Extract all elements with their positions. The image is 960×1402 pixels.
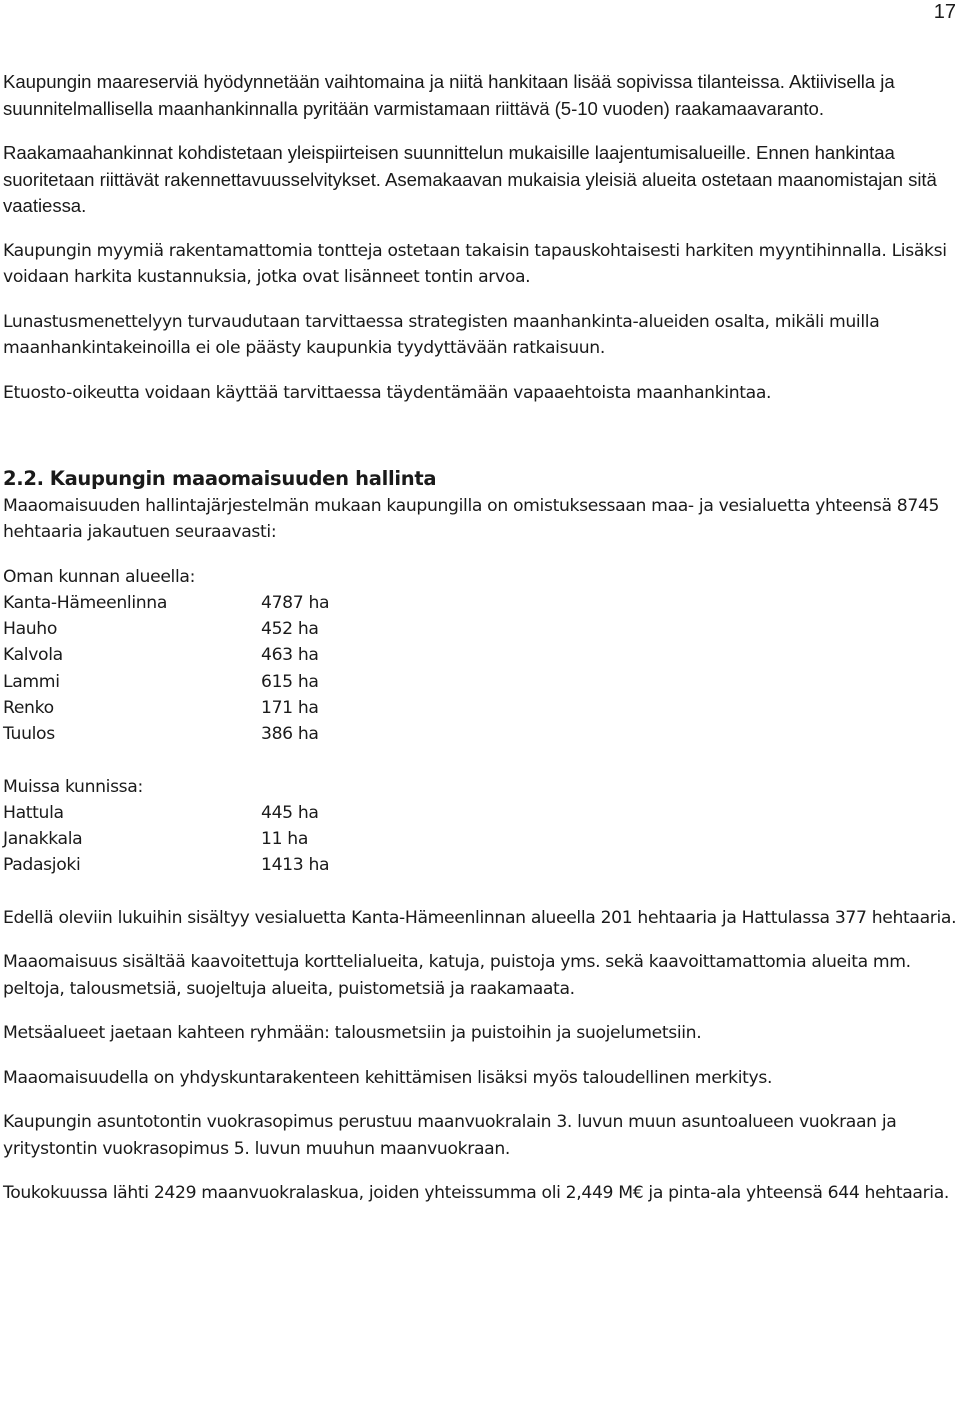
area-place: Janakkala (3, 829, 83, 850)
section-number: 2.2. (3, 467, 44, 490)
area-value: 4787 ha (261, 592, 330, 613)
spacer (3, 879, 958, 905)
paragraph-lease-invoices: Toukokuussa lähti 2429 maanvuokralaskua, joiden yhteissumma oli 2,449 M€ ja pinta-ala yhteensä 644 hehtaaria. (3, 1183, 950, 1204)
area-place: Lammi (3, 671, 60, 692)
spacer (3, 748, 958, 774)
section-title: Kaupungin maaomaisuuden hallinta (49, 467, 437, 490)
area-row (3, 695, 958, 721)
paragraph-repurchase-plots: Kaupungin myymiä rakentamattomia tontteja ostetaan takaisin tapauskohtaisesti harkiten myyntihinnalla. Lisäksi voidaan harkita kustannuksia, jotka ovat lisänneet tontin arvoa. (3, 240, 947, 287)
area-value: 1413 ha (261, 855, 330, 876)
area-row (3, 616, 958, 642)
paragraph-economic-significance: Maaomaisuudella on yhdyskuntarakenteen kehittämisen lisäksi myös taloudellinen merkitys. (3, 1067, 773, 1088)
page-number: 17 (933, 1, 956, 23)
paragraph-expropriation: Lunastusmenettelyyn turvaudutaan tarvittaessa strategisten maanhankinta-alueiden osalta, mikäli muilla maanhankintakeinoilla ei ole päästy kaupunkia tyydyttävään ratkaisuun. (3, 311, 880, 358)
paragraph-raw-land-acquisition: Raakamaahankinnat kohdistetaan yleispiirteisen suunnittelun mukaisille laajentumisalueille. Ennen hankintaa suoritetaan riittävät rakennettavuusselvitykset. Asemakaavan mukaisia yleisiä alueita ostetaan maanomistajan sitä vaatiessa. (3, 142, 937, 216)
paragraph-water-areas: Edellä oleviin lukuihin sisältyy vesialuetta Kanta-Hämeenlinnan alueella 201 hehtaaria ja Hattulassa 377 hehtaaria. (3, 907, 957, 928)
area-place: Renko (3, 697, 54, 718)
area-row (3, 721, 958, 747)
section-2-2 (3, 466, 958, 1207)
area-value: 615 ha (261, 671, 319, 692)
area-row (3, 669, 958, 695)
other-municipalities-title: Muissa kunnissa: (3, 776, 143, 797)
area-value: 463 ha (261, 645, 319, 666)
section-intro: Maaomaisuuden hallintajärjestelmän mukaan kaupungilla on omistuksessaan maa- ja vesialuetta yhteensä 8745 hehtaaria jakautuen seuraavasti: (3, 495, 940, 542)
area-value: 386 ha (261, 724, 319, 745)
area-row (3, 643, 958, 669)
area-place: Hattula (3, 802, 64, 823)
area-value: 11 ha (261, 829, 309, 850)
document-body (3, 69, 958, 1225)
paragraph-land-contents: Maaomaisuus sisältää kaavoitettuja korttelialueita, katuja, puistoja yms. sekä kaavoittamattomia alueita mm. peltoja, talousmetsiä, suojeltuja alueita, puistometsiä ja raakamaata. (3, 952, 911, 999)
paragraph-forest-groups: Metsäalueet jaetaan kahteen ryhmään: talousmetsiin ja puistoihin ja suojelumetsiin. (3, 1023, 702, 1044)
area-place: Padasjoki (3, 855, 81, 876)
section-heading (3, 466, 958, 493)
area-value: 445 ha (261, 802, 319, 823)
paragraph-pre-emption: Etuosto-oikeutta voidaan käyttää tarvittaessa täydentämään vapaaehtoista maanhankintaa. (3, 382, 772, 403)
area-place: Kalvola (3, 645, 63, 666)
area-row (3, 853, 958, 879)
other-municipalities-list (3, 774, 958, 879)
own-municipality-title: Oman kunnan alueella: (3, 566, 196, 587)
area-row (3, 800, 958, 826)
paragraph-land-reserve: Kaupungin maareserviä hyödynnetään vaihtomaina ja niitä hankitaan lisää sopivissa tilanteissa. Aktiivisella ja suunnitelmallisella maanhankinnalla pyritään varmistamaan riittävä (5-10 vuoden) raakamaavaranto. (3, 71, 895, 119)
own-municipality-list (3, 564, 958, 748)
area-place: Hauho (3, 619, 58, 640)
area-value: 171 ha (261, 697, 319, 718)
area-row (3, 826, 958, 852)
area-row (3, 590, 958, 616)
paragraph-lease-agreements: Kaupungin asuntotontin vuokrasopimus perustuu maanvuokralain 3. luvun muun asuntoalueen vuokraan ja yritystontin vuokrasopimus 5. luvun muuhun maanvuokraan. (3, 1112, 897, 1159)
area-place: Tuulos (3, 724, 55, 745)
area-place: Kanta-Hämeenlinna (3, 592, 168, 613)
area-value: 452 ha (261, 619, 319, 640)
